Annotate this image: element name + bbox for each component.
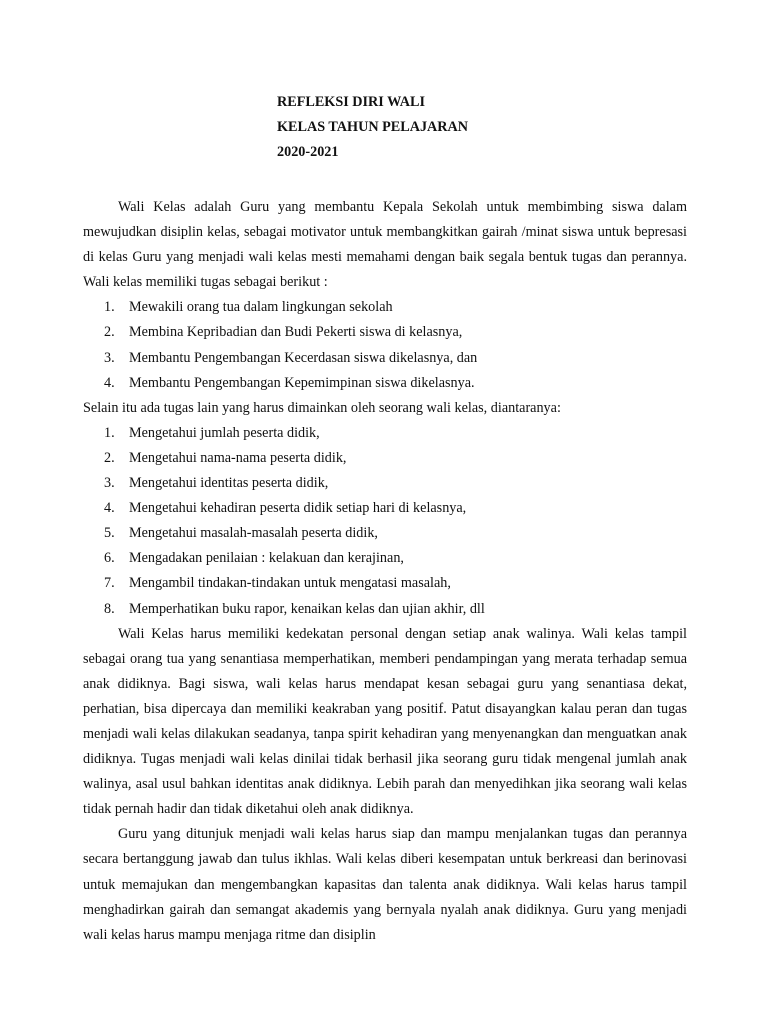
- list-item: [83, 446, 687, 471]
- list-item: [83, 571, 687, 596]
- list-number: 2.: [104, 449, 115, 466]
- list-text: Mengetahui identitas peserta didik,: [129, 475, 329, 492]
- list-number: 7.: [104, 575, 115, 592]
- list-number: 3.: [104, 349, 115, 366]
- intro-paragraph: Wali Kelas adalah Guru yang membantu Kepala Sekolah untuk membimbing siswa dalam mewujudkan disiplin kelas, sebagai motivator untuk membangkitkan gairah /minat siswa untuk bepresasi di kelas Guru yang menjadi wali kelas mesti memahami dengan baik segala bentuk tugas dan perannya. Wali kelas memiliki tugas sebagai berikut :: [83, 199, 687, 291]
- list-item: [83, 346, 687, 371]
- list-number: 4.: [104, 500, 115, 517]
- list-text: Membantu Pengembangan Kecerdasan siswa dikelasnya, dan: [129, 349, 478, 366]
- list-number: 1.: [104, 424, 115, 441]
- list-item: [83, 421, 687, 446]
- list-text: Memperhatikan buku rapor, kenaikan kelas dan ujian akhir, dll: [129, 600, 485, 617]
- duties-list: [83, 295, 687, 395]
- list-number: 4.: [104, 374, 115, 391]
- paragraph-3: Guru yang ditunjuk menjadi wali kelas harus siap dan mampu menjalankan tugas dan perannya secara bertanggung jawab dan tulus ikhlas. Wali kelas diberi kesempatan untuk berkreasi dan berinovasi untuk memajukan dan mengembangkan kapasitas dan talenta anak didiknya. Wali kelas harus tampil menghadirkan gairah dan semangat akademis yang bernyala nyalah anak didiknya. Guru yang menjadi wali kelas harus mampu menjaga ritme dan disiplin: [83, 826, 687, 943]
- list-text: Mengambil tindakan-tindakan untuk mengatasi masalah,: [129, 575, 451, 592]
- other-duties-intro: Selain itu ada tugas lain yang harus dimainkan oleh seorang wali kelas, diantaranya:: [83, 399, 561, 416]
- document-title: [277, 90, 468, 165]
- other-duties-list: [83, 421, 687, 622]
- list-text: Mengetahui jumlah peserta didik,: [129, 424, 320, 441]
- list-item: [83, 471, 687, 496]
- paragraph-2: Wali Kelas harus memiliki kedekatan personal dengan setiap anak walinya. Wali kelas tampil sebagai orang tua yang senantiasa memperhatikan, memberi pendampingan yang merata terhadap semua anak didiknya. Bagi siswa, wali kelas harus mendapat kesan sebagai guru yang senantiasa dekat, perhatian, bisa dipercaya dan memiliki keakraban yang positif. Patut disayangkan kalau peran dan tugas menjadi wali kelas dilakukan seadanya, tanpa spirit kehadiran yang menyenangkan dan menguatkan anak didiknya. Tugas menjadi wali kelas dinilai tidak berhasil jika seorang guru tidak mengenal jumlah anak walinya, asal usul bahkan identitas anak didiknya. Lebih parah dan menyedihkan jika seorang wali kelas tidak pernah hadir dan tidak diketahui oleh anak didiknya.: [83, 625, 687, 818]
- list-number: 5.: [104, 525, 115, 542]
- list-item: [83, 546, 687, 571]
- list-item: [83, 521, 687, 546]
- list-number: 8.: [104, 600, 115, 617]
- list-item: [83, 320, 687, 345]
- list-text: Mengetahui nama-nama peserta didik,: [129, 449, 347, 466]
- list-item: [83, 371, 687, 396]
- list-item: [83, 597, 687, 622]
- list-number: 3.: [104, 475, 115, 492]
- list-text: Mengetahui kehadiran peserta didik setiap hari di kelasnya,: [129, 500, 467, 517]
- list-number: 2.: [104, 324, 115, 341]
- list-number: 1.: [104, 299, 115, 316]
- title-line-3: 2020-2021: [277, 144, 339, 160]
- list-item: [83, 295, 687, 320]
- title-line-2: KELAS TAHUN PELAJARAN: [277, 119, 469, 135]
- list-text: Membina Kepribadian dan Budi Pekerti siswa di kelasnya,: [129, 324, 463, 341]
- list-text: Mewakili orang tua dalam lingkungan sekolah: [129, 299, 393, 316]
- list-text: Mengadakan penilaian : kelakuan dan kerajinan,: [129, 550, 404, 567]
- document-body: [83, 195, 687, 948]
- list-item: [83, 496, 687, 521]
- list-number: 6.: [104, 550, 115, 567]
- title-line-1: REFLEKSI DIRI WALI: [277, 94, 425, 110]
- list-text: Membantu Pengembangan Kepemimpinan siswa dikelasnya.: [129, 374, 475, 391]
- list-text: Mengetahui masalah-masalah peserta didik,: [129, 525, 378, 542]
